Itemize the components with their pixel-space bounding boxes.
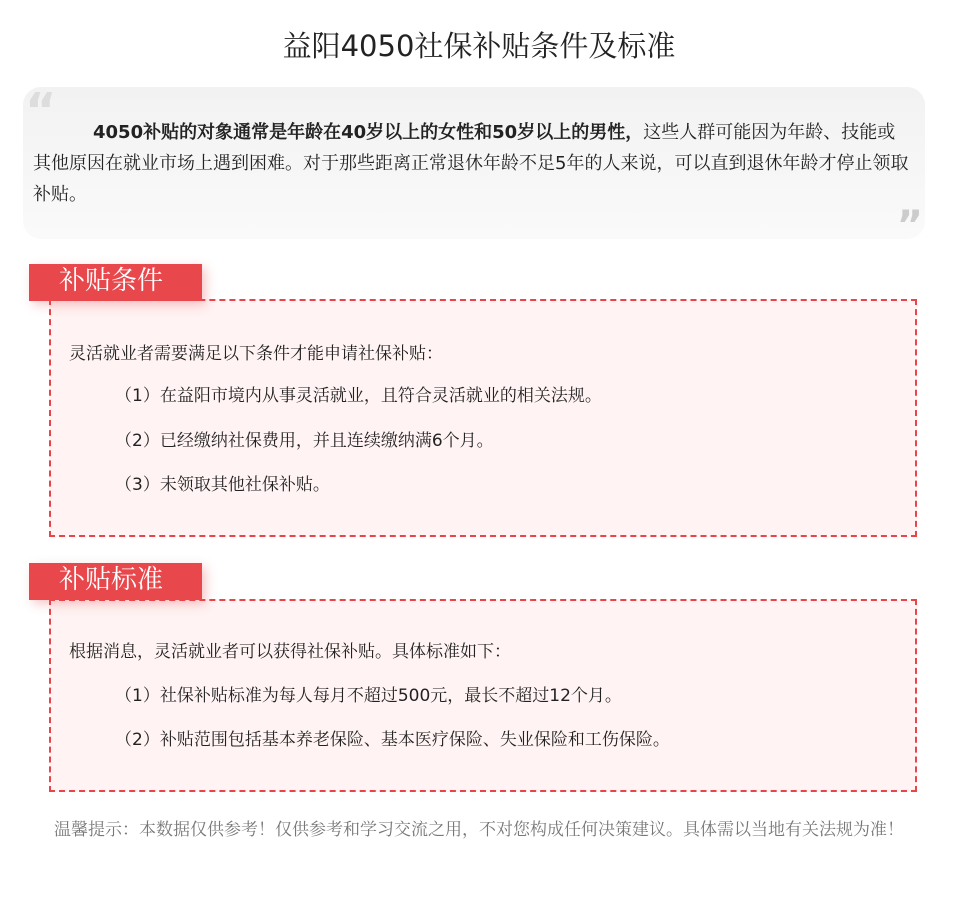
conditions-heading: 补贴条件 xyxy=(29,264,202,301)
intro-text xyxy=(33,117,913,210)
standards-box xyxy=(49,599,917,792)
standards-heading: 补贴标准 xyxy=(29,563,202,600)
standard-item: （2）补贴范围包括基本养老保险、基本医疗保险、失业保险和工伤保险。 xyxy=(115,730,670,750)
intro-quote xyxy=(23,83,925,249)
conditions-box xyxy=(49,299,917,537)
standards-intro: 根据消息，灵活就业者可以获得社保补贴。具体标准如下： xyxy=(69,642,511,662)
condition-item: （3）未领取其他社保补贴。 xyxy=(115,475,330,495)
condition-item: （1）在益阳市境内从事灵活就业，且符合灵活就业的相关法规。 xyxy=(115,386,602,406)
conditions-intro: 灵活就业者需要满足以下条件才能申请社保补贴： xyxy=(69,344,443,364)
intro-bold: 4050补贴的对象通常是年龄在40岁以上的女性和50岁以上的男性， xyxy=(93,122,644,143)
footer-note: 温馨提示：本数据仅供参考！仅供参考和学习交流之用，不对您构成任何决策建议。具体需以当地有关法规为准！ xyxy=(54,820,904,840)
close-quote-icon: ” xyxy=(896,203,923,249)
intro-rest: 这些人群可能因为年龄、技能或其他原因在就业市场上遇到困难。对于那些距离正常退休年龄不足5年的人来说，可以直到退休年龄才停止领取补贴。 xyxy=(33,122,909,205)
condition-item: （2）已经缴纳社保费用，并且连续缴纳满6个月。 xyxy=(115,431,494,451)
standard-item: （1）社保补贴标准为每人每月不超过500元，最长不超过12个月。 xyxy=(115,686,622,706)
page-title: 益阳4050社保补贴条件及标准 xyxy=(282,29,676,63)
open-quote-icon: “ xyxy=(25,83,57,139)
